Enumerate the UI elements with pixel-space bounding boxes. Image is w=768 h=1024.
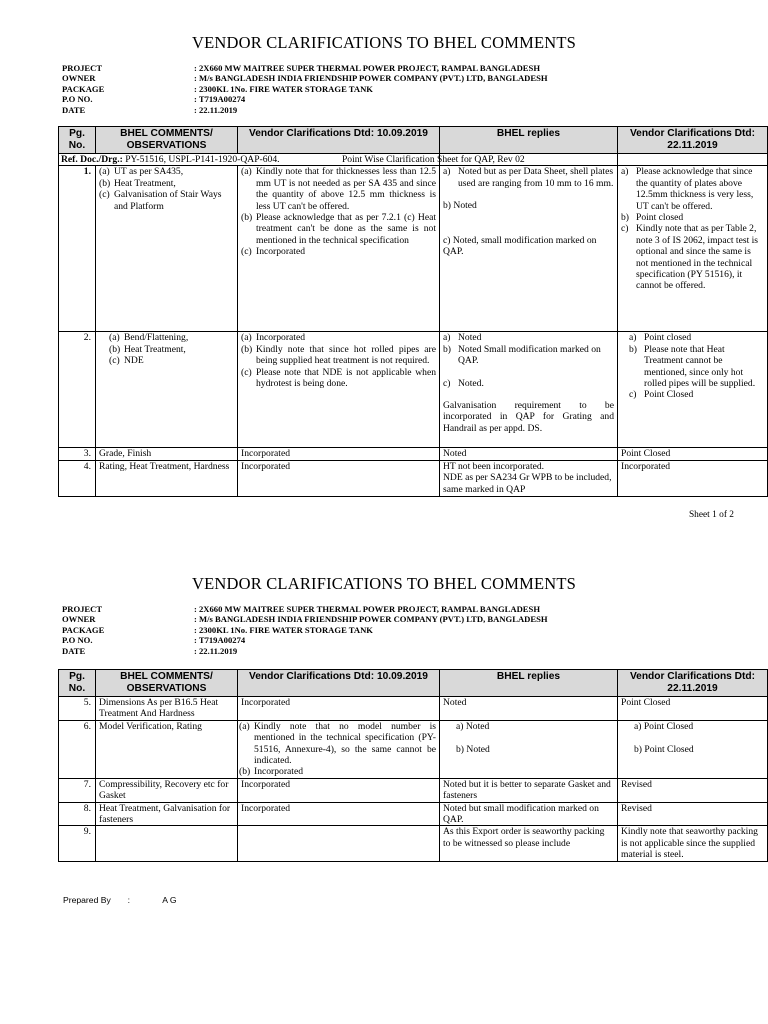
table-row — [59, 697, 768, 721]
ref-label: Ref. Doc./Drg.: — [61, 154, 123, 165]
table-row — [59, 460, 768, 496]
meta-value: : T719A00274 — [194, 635, 246, 646]
meta-key: PACKAGE — [62, 83, 105, 94]
meta-key: P.O NO. — [62, 635, 93, 646]
bhel-reply-cell: Noted — [440, 697, 618, 721]
meta-key: OWNER — [62, 73, 96, 84]
table-header-row — [59, 127, 768, 154]
header-bhel-comments: BHEL COMMENTS/ OBSERVATIONS — [96, 127, 238, 154]
vendor-clarification-cell: Incorporated — [238, 460, 440, 496]
meta-key: PROJECT — [62, 604, 103, 614]
comment-cell: Compressibility, Recovery etc for Gasket — [96, 778, 238, 802]
vendor-clarification-list-2: a) Point closed b) Please note that Heat Treatment cannot be mentioned, since only hot rolled pipes will be supplied. c) Point Closed — [629, 332, 756, 401]
bhel-reply-list: a) Noted b) Noted Small modification marked on QAP. c) Noted. Galvanisation requirement to be incorporated in QAP for Grating and Handrail as per appd. DS. — [443, 332, 614, 434]
meta-value: : 22.11.2019 — [194, 104, 238, 115]
vendor-clarification-cell — [238, 826, 440, 861]
meta-key: DATE — [62, 645, 86, 656]
meta-key: DATE — [62, 104, 86, 115]
table-row — [59, 826, 768, 861]
header-bhel-replies: BHEL replies — [440, 127, 618, 154]
bhel-reply-cell: Noted — [440, 448, 618, 460]
table-row — [59, 720, 768, 778]
meta-value: : 2300KL 1No. FIRE WATER STORAGE TANK — [194, 83, 373, 94]
bhel-reply-line: NDE as per SA234 Gr WPB to be included, same marked in QAP — [443, 472, 612, 495]
vendor-clarification-cell-2: Revised — [618, 778, 768, 802]
comment-cell — [96, 826, 238, 861]
table-row — [59, 332, 768, 448]
bhel-reply-line: HT not been incorporated. — [443, 460, 545, 472]
header-vendor-clarifications-2: Vendor Clarifications Dtd: 22.11.2019 — [618, 670, 768, 697]
header-pg-no: Pg. No. — [59, 127, 96, 154]
comment-cell: Dimensions As per B16.5 Heat Treatment And Hardness — [96, 697, 238, 721]
header-vendor-clarifications-1: Vendor Clarifications Dtd: 10.09.2019 — [238, 670, 440, 697]
meta-value: : 2X660 MW MAITREE SUPER THERMAL POWER PROJECT, RAMPAL BANGLADESH — [194, 63, 541, 73]
comment-cell: Model Verification, Rating — [96, 720, 238, 778]
table-header-row — [59, 670, 768, 697]
table-row — [59, 778, 768, 802]
row-number: 9. — [59, 826, 96, 861]
comment-cell: Rating, Heat Treatment, Hardness — [96, 460, 238, 496]
vendor-clarification-cell-2: Point Closed — [618, 697, 768, 721]
vendor-clarification-list-2: a) Please acknowledge that since the quantity of plates above 12.5mm thickness is very less, UT can't be offered. b) Point closed c) Kindly note that as per Table 2, note 3 of IS 2062, impact test is optional and since the same is not mentioned in the technical specification (PY 51516), it cannot be offered. — [621, 166, 759, 292]
bhel-reply-line: a) Noted — [456, 720, 490, 732]
row-number: 8. — [59, 802, 96, 826]
vendor-clarification-list: (a) Kindly note that for thicknesses less than 12.5 mm UT is not needed as per SA 435 and since the quantity of above 12.5 mm thickness is less UT can't be offered. (b) Please acknowledge that as per 7.2.1 (c) Heat treatment can't be done as the same is not mentioned in the technical specification (c) Incorporated — [241, 166, 436, 258]
comment-list: (a) Bend/Flattening, (b) Heat Treatment, (c) NDE — [109, 332, 189, 367]
header-bhel-replies: BHEL replies — [440, 670, 618, 697]
table-row — [59, 448, 768, 460]
comment-list: (a) UT as per SA435, (b) Heat Treatment, (c) Galvanisation of Stair Ways and Platform — [99, 166, 222, 212]
clarifications-table-sheet-2 — [58, 669, 768, 862]
vendor-clarification-cell-2: Revised — [618, 802, 768, 826]
row-number: 5. — [59, 697, 96, 721]
meta-value: : 2X660 MW MAITREE SUPER THERMAL POWER PROJECT, RAMPAL BANGLADESH — [194, 604, 541, 614]
table-row — [59, 166, 768, 332]
clarifications-table-sheet-1 — [58, 126, 768, 497]
prepared-by-sep: : — [127, 895, 130, 905]
vendor-clarification-line: b) Point Closed — [634, 743, 694, 755]
vendor-clarification-cell: Incorporated — [238, 697, 440, 721]
prepared-by-value: A G — [162, 895, 177, 905]
prepared-by-label: Prepared By — [63, 895, 111, 905]
bhel-reply-cell: As this Export order is seaworthy packing to be witnessed so please include — [440, 826, 618, 861]
row-number: 4. — [59, 460, 96, 496]
header-pg-no: Pg. No. — [59, 670, 96, 697]
doc-title-sheet-1: VENDOR CLARIFICATIONS TO BHEL COMMENTS — [191, 33, 577, 52]
vendor-clarification-list: (a) Kindly note that no model number is mentioned in the technical specification (PY-51516, Annexure-4), so the same cannot be indicated. (b) Incorporated — [239, 720, 436, 778]
header-vendor-clarifications-1: Vendor Clarifications Dtd: 10.09.2019 — [238, 127, 440, 154]
meta-value: : 22.11.2019 — [194, 645, 238, 656]
vendor-clarification-cell: Incorporated — [238, 448, 440, 460]
bhel-reply-cell: Noted but small modification marked on QAP. — [440, 802, 618, 826]
meta-key: PACKAGE — [62, 624, 105, 635]
meta-key: PROJECT — [62, 63, 103, 73]
row-number: 2. — [59, 332, 96, 448]
row-number: 6. — [59, 720, 96, 778]
prepared-by — [63, 895, 177, 905]
row-number: 3. — [59, 448, 96, 460]
bhel-reply-cell: Noted but it is better to separate Gasket and fasteners — [440, 778, 618, 802]
row-number: 7. — [59, 778, 96, 802]
meta-value: : M/s BANGLADESH INDIA FRIENDSHIP POWER COMPANY (PVT.) LTD, BANGLADESH — [194, 614, 548, 625]
ref-doc: PY-51516, USPL-P141-1920-QAP-604. — [122, 154, 280, 165]
meta-key: OWNER — [62, 614, 96, 625]
vendor-clarification-cell-2: Kindly note that seaworthy packing is not applicable since the supplied material is steel. — [618, 826, 768, 861]
bhel-reply-line: b) Noted — [456, 743, 490, 755]
comment-cell: Heat Treatment, Galvanisation for fasteners — [96, 802, 238, 826]
table-row — [59, 802, 768, 826]
vendor-clarification-list: (a) Incorporated (b) Kindly note that since hot rolled pipes are being supplied heat treatment is not required. (c) Please note that NDE is not applicable when hydrotest is being done. — [241, 332, 436, 390]
meta-block-sheet-1 — [62, 63, 548, 115]
vendor-clarification-cell: Incorporated — [238, 802, 440, 826]
comment-cell: Grade, Finish — [96, 448, 238, 460]
header-bhel-comments: BHEL COMMENTS/ OBSERVATIONS — [96, 670, 238, 697]
ref-desc: Point Wise Clarification Sheet for QAP, Rev 02 — [341, 154, 525, 165]
vendor-clarification-cell: Incorporated — [238, 778, 440, 802]
meta-value: : 2300KL 1No. FIRE WATER STORAGE TANK — [194, 624, 373, 635]
doc-title-sheet-2: VENDOR CLARIFICATIONS TO BHEL COMMENTS — [191, 574, 577, 593]
vendor-clarification-line: a) Point Closed — [634, 720, 694, 732]
meta-value: : M/s BANGLADESH INDIA FRIENDSHIP POWER COMPANY (PVT.) LTD, BANGLADESH — [194, 73, 548, 84]
meta-key: P.O NO. — [62, 94, 93, 105]
meta-block-sheet-2 — [62, 604, 548, 656]
vendor-clarification-cell-2: Point Closed — [618, 448, 768, 460]
vendor-clarification-cell-2: Incorporated — [618, 460, 768, 496]
reference-row — [59, 154, 768, 166]
header-vendor-clarifications-2: Vendor Clarifications Dtd: 22.11.2019 — [618, 127, 768, 154]
row-number: 1. — [59, 166, 96, 332]
sheet-number: Sheet 1 of 2 — [688, 510, 734, 520]
bhel-reply-list: a) Noted but as per Data Sheet, shell plates used are ranging from 10 mm to 16 mm. b) Noted c) Noted, small modification marked on QAP. — [443, 166, 614, 258]
meta-value: : T719A00274 — [194, 94, 246, 105]
